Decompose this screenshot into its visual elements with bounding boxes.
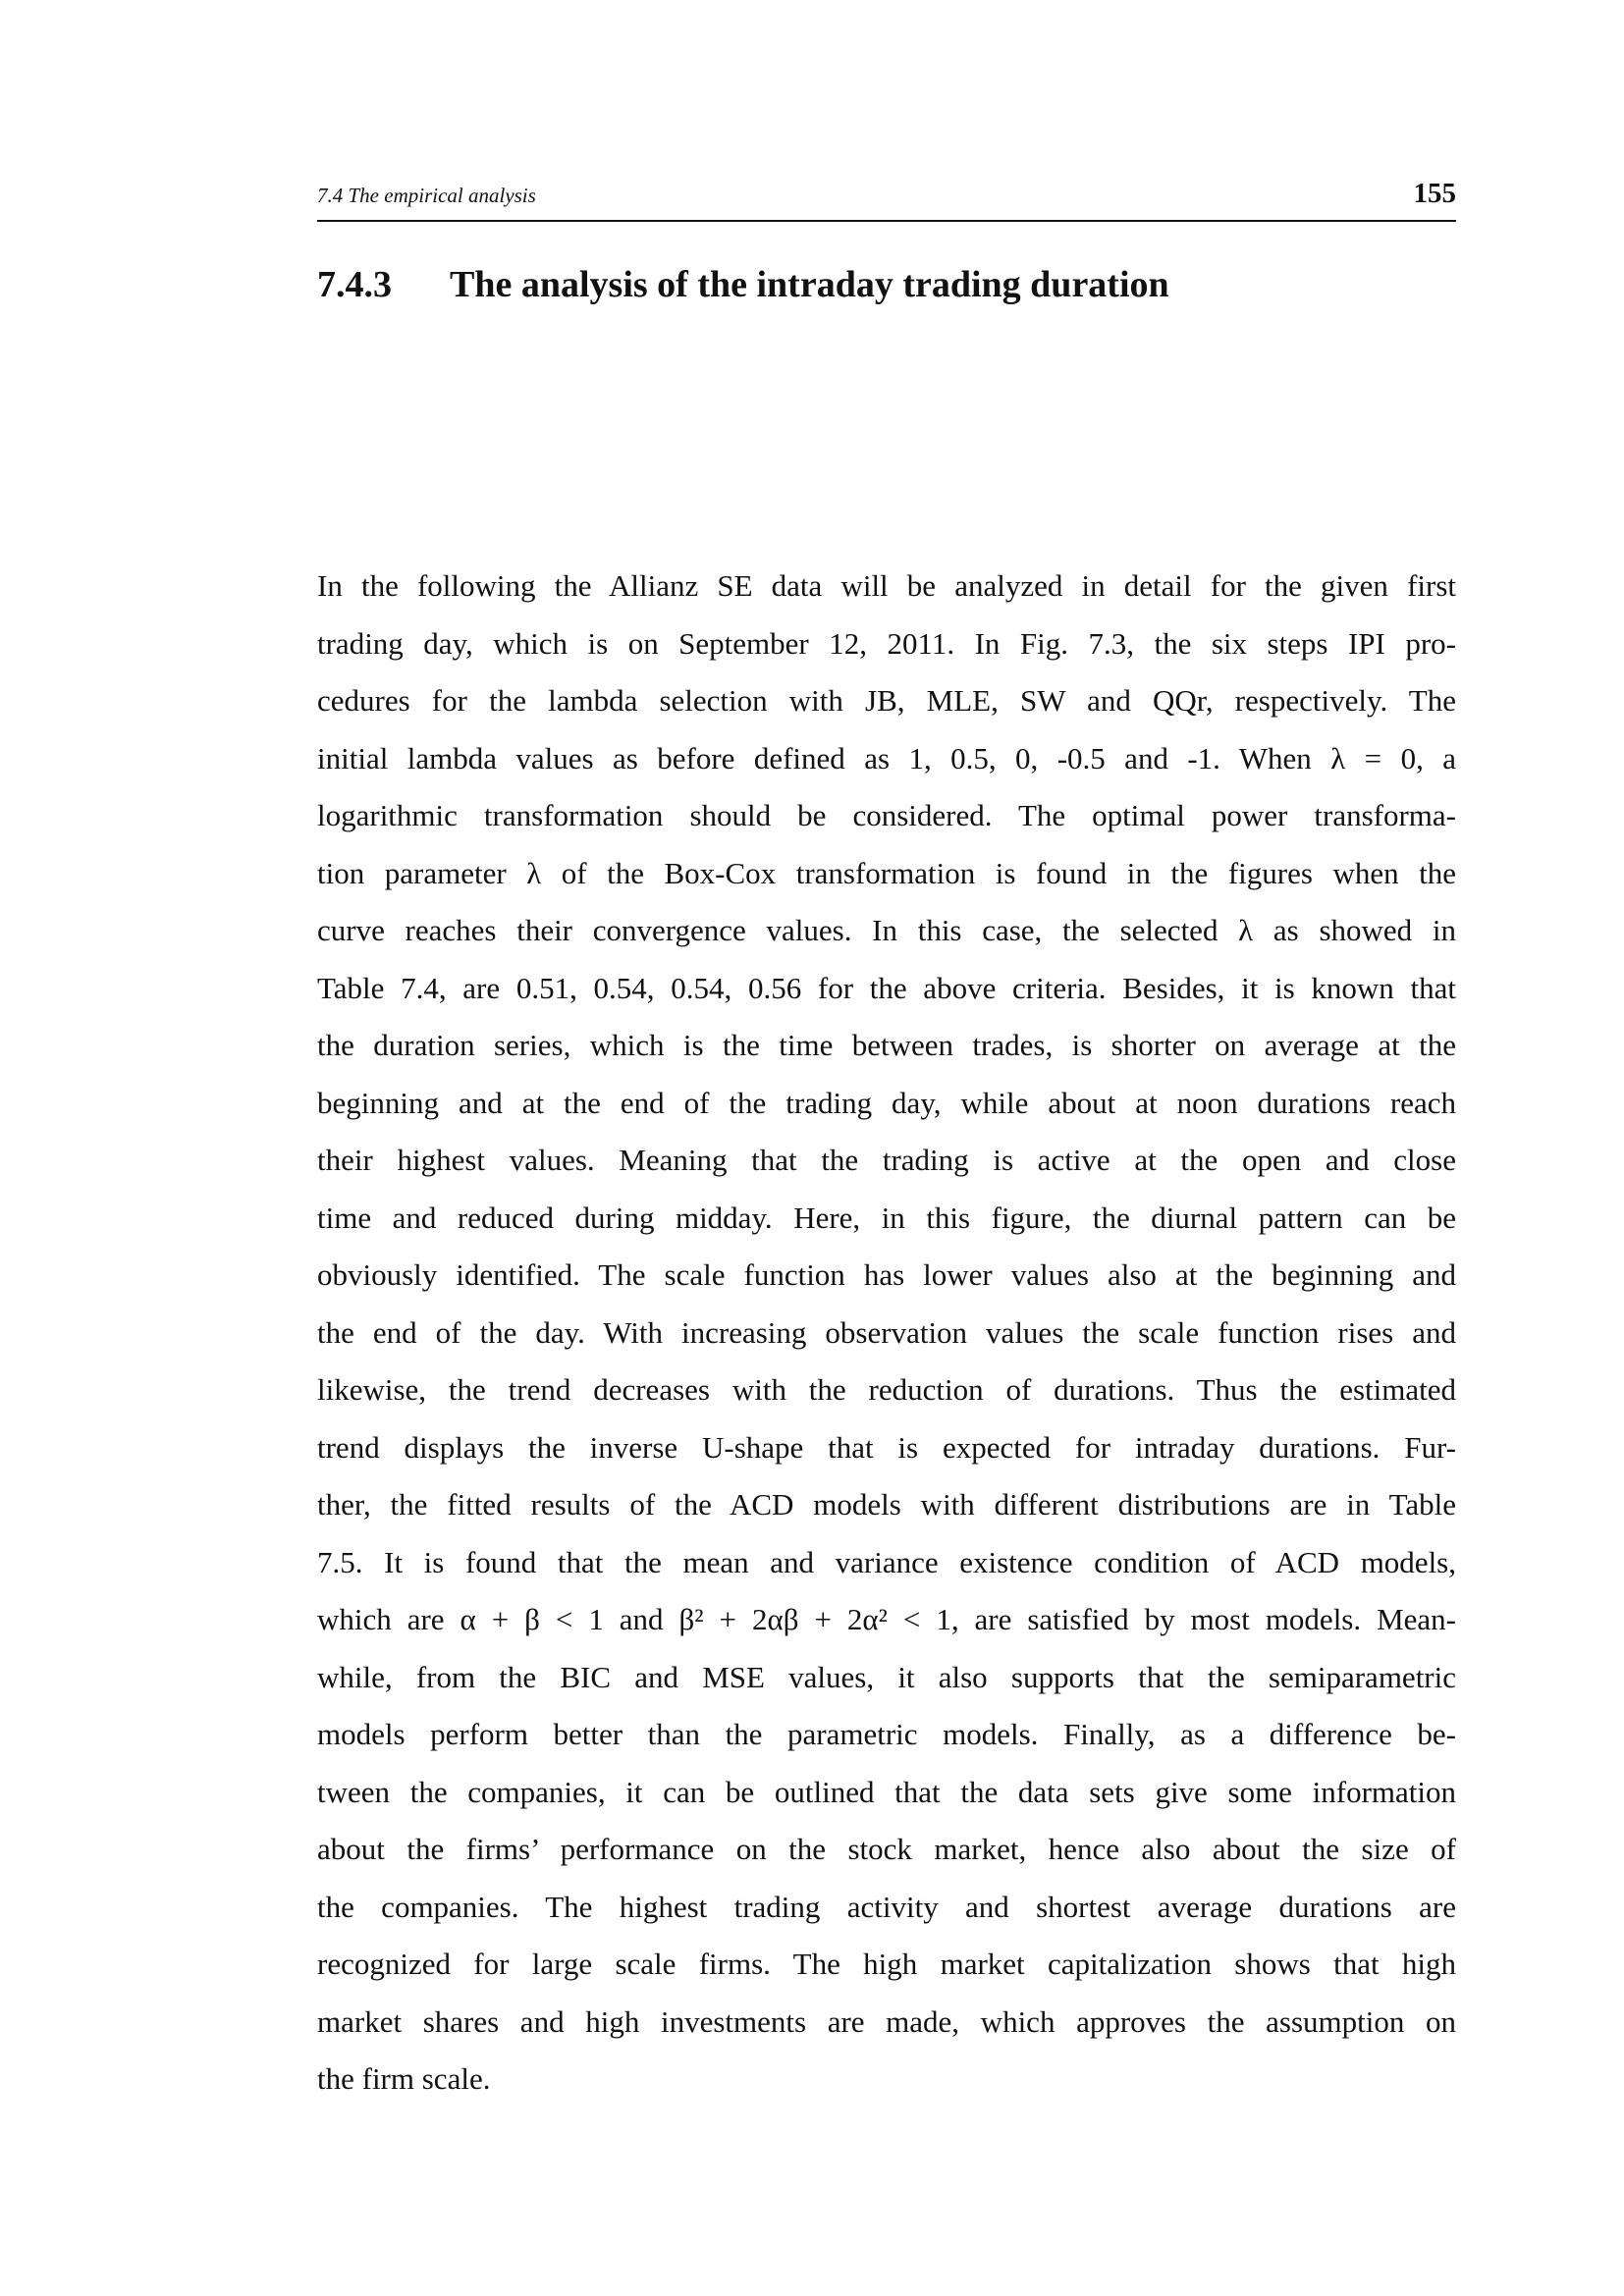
paragraph-line: time and reduced during midday. Here, in this figure, the diurnal pattern can be [317,1200,1456,1235]
paragraph-line: 7.5. It is found that the mean and variance existence condition of ACD models, [317,1544,1456,1579]
paragraph-line: about the firms’ performance on the stock market, hence also about the size of [317,1832,1456,1866]
section-title: The analysis of the intraday trading duration [450,264,1169,305]
paragraph-line: trading day, which is on September 12, 2011. In Fig. 7.3, the six steps IPI pro- [317,625,1456,661]
paragraph-line: logarithmic transformation should be considered. The optimal power transforma- [317,798,1456,832]
paragraph-line: In the following the Allianz SE data will be analyzed in detail for the given first [317,568,1456,603]
paragraph-line: curve reaches their convergence values. In this case, the selected λ as showed in [317,913,1456,947]
paragraph-line: the end of the day. With increasing observation values the scale function rises and [317,1314,1456,1350]
paragraph-line: ther, the fitted results of the ACD models with different distributions are in Table [317,1487,1456,1522]
paragraph-line: initial lambda values as before defined as 1, 0.5, 0, -0.5 and -1. When λ = 0, a [317,740,1456,775]
paragraph-line: cedures for the lambda selection with JB, MLE, SW and QQr, respectively. The [317,683,1456,718]
page-number: 155 [1413,178,1456,209]
paragraph-line: while, from the BIC and MSE values, it also supports that the semiparametric [317,1659,1456,1694]
paragraph-line: the companies. The highest trading activity and shortest average durations are [317,1889,1456,1924]
paragraph-line: likewise, the trend decreases with the reduction of durations. Thus the estimated [317,1372,1456,1407]
paragraph-line: Table 7.4, are 0.51, 0.54, 0.54, 0.56 for the above criteria. Besides, it is known that [317,970,1456,1005]
paragraph-line: the duration series, which is the time between trades, is shorter on average at the [317,1028,1456,1062]
section-number: 7.4.3 [317,264,392,305]
paragraph-line: their highest values. Meaning that the trading is active at the open and close [317,1143,1456,1177]
paragraph-line: trend displays the inverse U-shape that is expected for intraday durations. Fur- [317,1429,1456,1465]
body-paragraph [317,558,1456,2109]
paragraph-line: the firm scale. [317,2061,491,2096]
running-header [317,175,1456,222]
paragraph-line: market shares and high investments are made, which approves the assumption on [317,2003,1456,2039]
paragraph-line: obviously identified. The scale function has lower values also at the beginning and [317,1257,1456,1292]
section-heading [317,263,1456,306]
paragraph-line: models perform better than the parametric models. Finally, as a difference be- [317,1717,1456,1751]
paragraph-line: tion parameter λ of the Box-Cox transformation is found in the figures when the [317,855,1456,890]
paragraph-line: which are α + β < 1 and β² + 2αβ + 2α² < 1, are satisfied by most models. Mean- [317,1602,1456,1636]
paragraph-line: tween the companies, it can be outlined that the data sets give some information [317,1774,1456,1809]
paragraph-line: beginning and at the end of the trading day, while about at noon durations reach [317,1085,1456,1120]
running-title: 7.4 The empirical analysis [317,184,536,207]
paragraph-line: recognized for large scale firms. The high market capitalization shows that high [317,1947,1456,1981]
